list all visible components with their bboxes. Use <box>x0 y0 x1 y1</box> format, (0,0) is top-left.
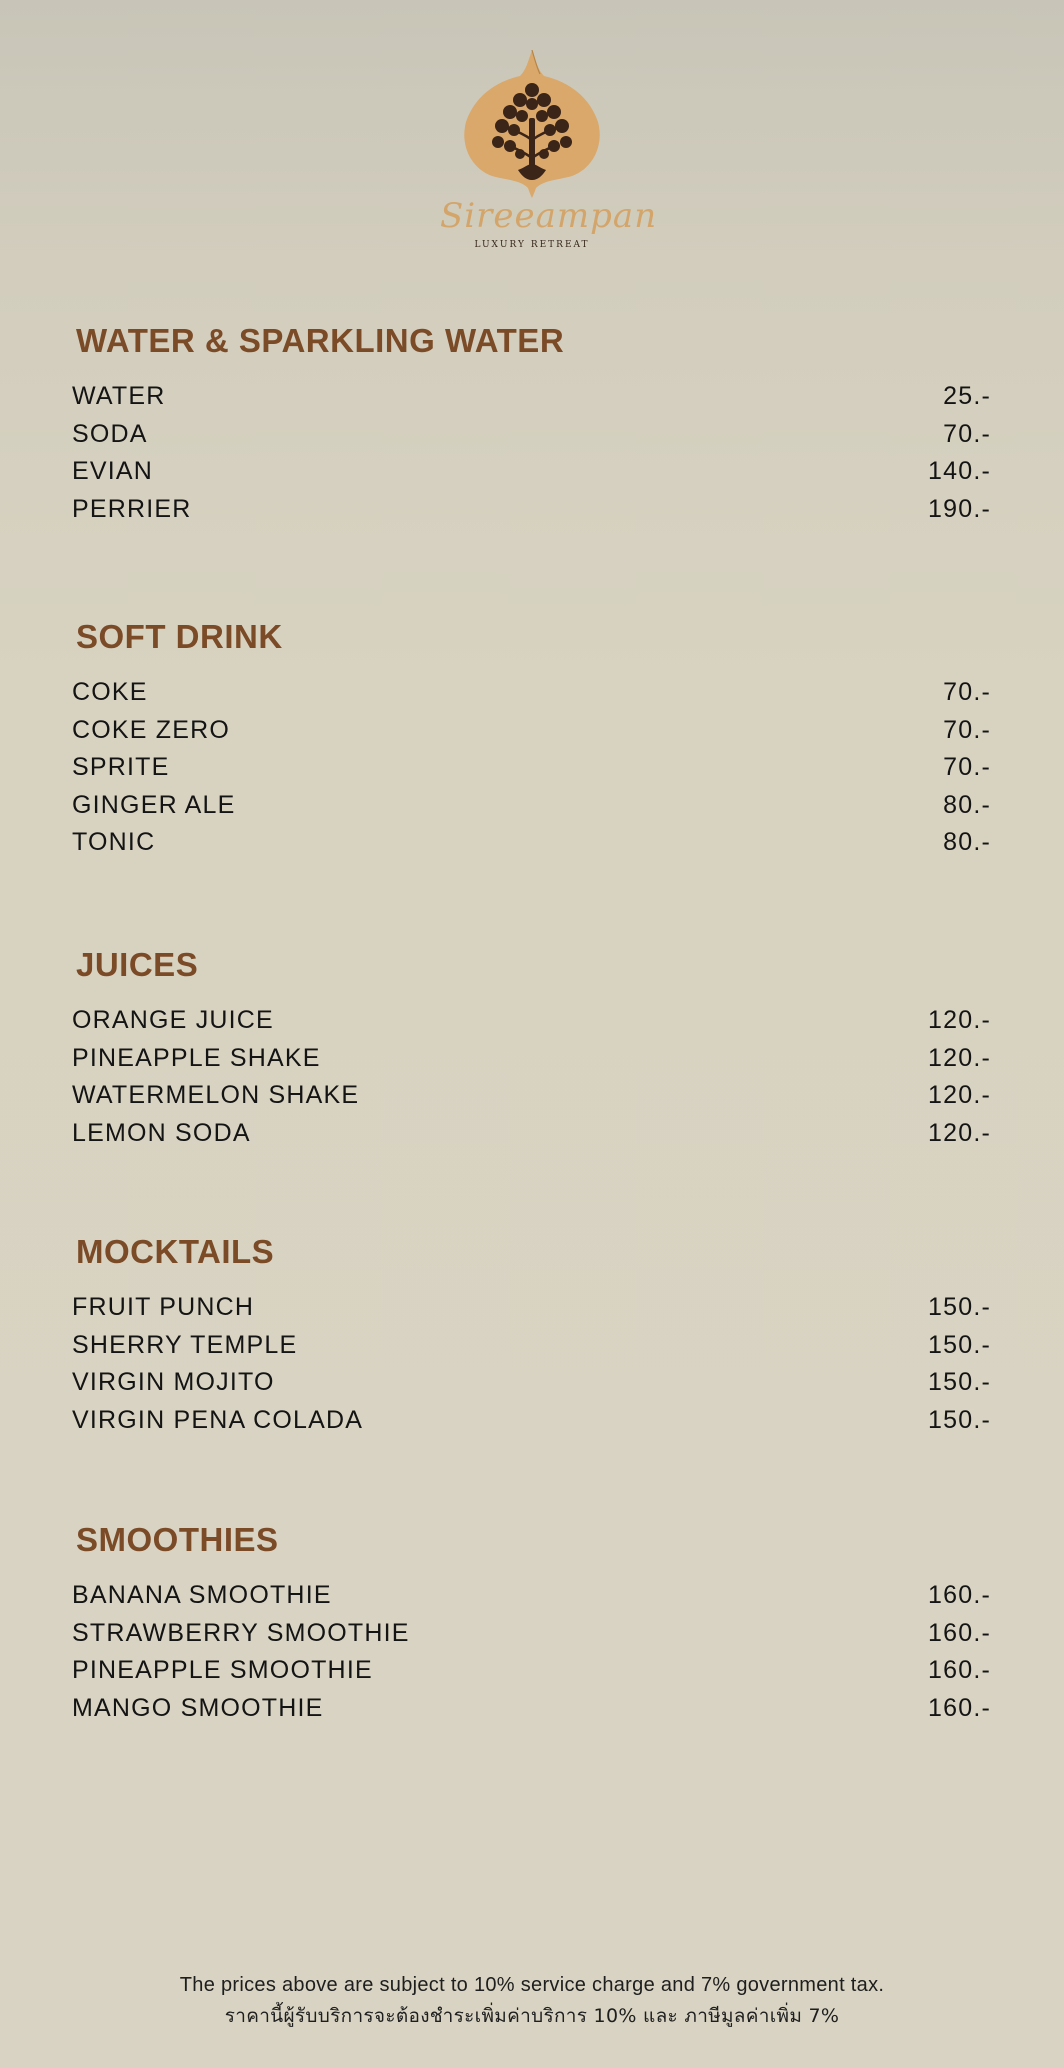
item-price: 70.- <box>943 753 991 781</box>
item-name: SODA <box>72 419 148 448</box>
menu-item <box>72 1406 992 1444</box>
item-name: SPRITE <box>72 753 170 781</box>
item-name: STRAWBERRY SMOOTHIE <box>72 1618 410 1647</box>
section-water <box>72 322 992 532</box>
item-name: VIRGIN PENA COLADA <box>72 1405 364 1434</box>
item-name: LEMON SODA <box>72 1118 251 1147</box>
item-name: GINGER ALE <box>72 790 236 819</box>
item-name: VIRGIN MOJITO <box>72 1368 275 1396</box>
item-price: 150.- <box>928 1368 991 1396</box>
item-price: 160.- <box>928 1656 991 1684</box>
item-price: 150.- <box>928 1405 991 1434</box>
disclaimer-thai: ราคานี้ผู้รับบริการจะต้องชำระเพิ่มค่าบริการ 10% และ ภาษีมูลค่าเพิ่ม 7% <box>224 2005 840 2027</box>
menu-item <box>72 457 992 495</box>
section-title: JUICES <box>76 946 199 983</box>
item-price: 120.- <box>928 1118 991 1147</box>
section-soft-drink <box>72 618 992 866</box>
menu-item <box>72 1656 992 1694</box>
item-price: 190.- <box>928 494 991 523</box>
item-list <box>72 1293 992 1443</box>
item-price: 70.- <box>943 419 991 448</box>
item-price: 140.- <box>928 457 991 485</box>
item-price: 70.- <box>943 678 991 706</box>
menu-item <box>72 1119 992 1157</box>
item-price: 160.- <box>928 1581 991 1609</box>
menu-item <box>72 1006 992 1044</box>
section-smoothies <box>72 1521 992 1731</box>
section-title: SMOOTHIES <box>76 1521 279 1558</box>
item-price: 160.- <box>928 1693 991 1722</box>
menu-item <box>72 382 992 420</box>
section-title: MOCKTAILS <box>76 1233 275 1270</box>
section-juices <box>72 946 992 1156</box>
menu-item <box>72 495 992 533</box>
menu-item <box>72 753 992 791</box>
item-list <box>72 1581 992 1731</box>
item-name: FRUIT PUNCH <box>72 1293 255 1321</box>
item-price: 70.- <box>943 715 991 744</box>
item-price: 150.- <box>928 1330 991 1359</box>
item-price: 80.- <box>943 790 991 819</box>
item-list <box>72 678 992 866</box>
menu-item <box>72 1044 992 1082</box>
item-name: COKE <box>72 678 148 706</box>
menu-item <box>72 420 992 458</box>
item-name: PERRIER <box>72 494 192 523</box>
item-name: BANANA SMOOTHIE <box>72 1581 332 1609</box>
brand-tagline: LUXURY RETREAT <box>474 240 590 250</box>
section-title: WATER & SPARKLING WATER <box>76 322 565 359</box>
item-price: 150.- <box>928 1293 991 1321</box>
item-list <box>72 1006 992 1156</box>
menu-item <box>72 1619 992 1657</box>
menu-item <box>72 1331 992 1369</box>
disclaimer-english: The prices above are subject to 10% service charge and 7% government tax. <box>179 1974 885 1996</box>
item-list <box>72 382 992 532</box>
item-name: PINEAPPLE SMOOTHIE <box>72 1656 373 1684</box>
item-price: 160.- <box>928 1618 991 1647</box>
menu-item <box>72 716 992 754</box>
item-name: EVIAN <box>72 457 154 485</box>
item-name: TONIC <box>72 828 156 856</box>
menu-item <box>72 1293 992 1331</box>
item-price: 120.- <box>928 1043 991 1072</box>
item-name: SHERRY TEMPLE <box>72 1330 298 1359</box>
item-name: ORANGE JUICE <box>72 1006 274 1034</box>
price-disclaimer <box>0 1970 1064 2032</box>
menu-item <box>72 678 992 716</box>
item-name: WATER <box>72 382 166 410</box>
menu-item <box>72 828 992 866</box>
menu-item <box>72 1581 992 1619</box>
bodhi-leaf-tree-icon <box>440 48 624 198</box>
item-name: MANGO SMOOTHIE <box>72 1693 324 1722</box>
section-title: SOFT DRINK <box>76 618 283 655</box>
item-price: 120.- <box>928 1006 991 1034</box>
item-price: 25.- <box>943 382 991 410</box>
menu-item <box>72 1081 992 1119</box>
brand-name: Sireeampan <box>440 196 658 236</box>
item-name: COKE ZERO <box>72 715 231 744</box>
item-name: PINEAPPLE SHAKE <box>72 1043 321 1072</box>
item-price: 80.- <box>943 828 991 856</box>
brand-logo <box>440 48 658 258</box>
section-mocktails <box>72 1233 992 1443</box>
item-price: 120.- <box>928 1081 991 1109</box>
item-name: WATERMELON SHAKE <box>72 1081 360 1109</box>
menu-item <box>72 791 992 829</box>
menu-item <box>72 1368 992 1406</box>
menu-item <box>72 1694 992 1732</box>
